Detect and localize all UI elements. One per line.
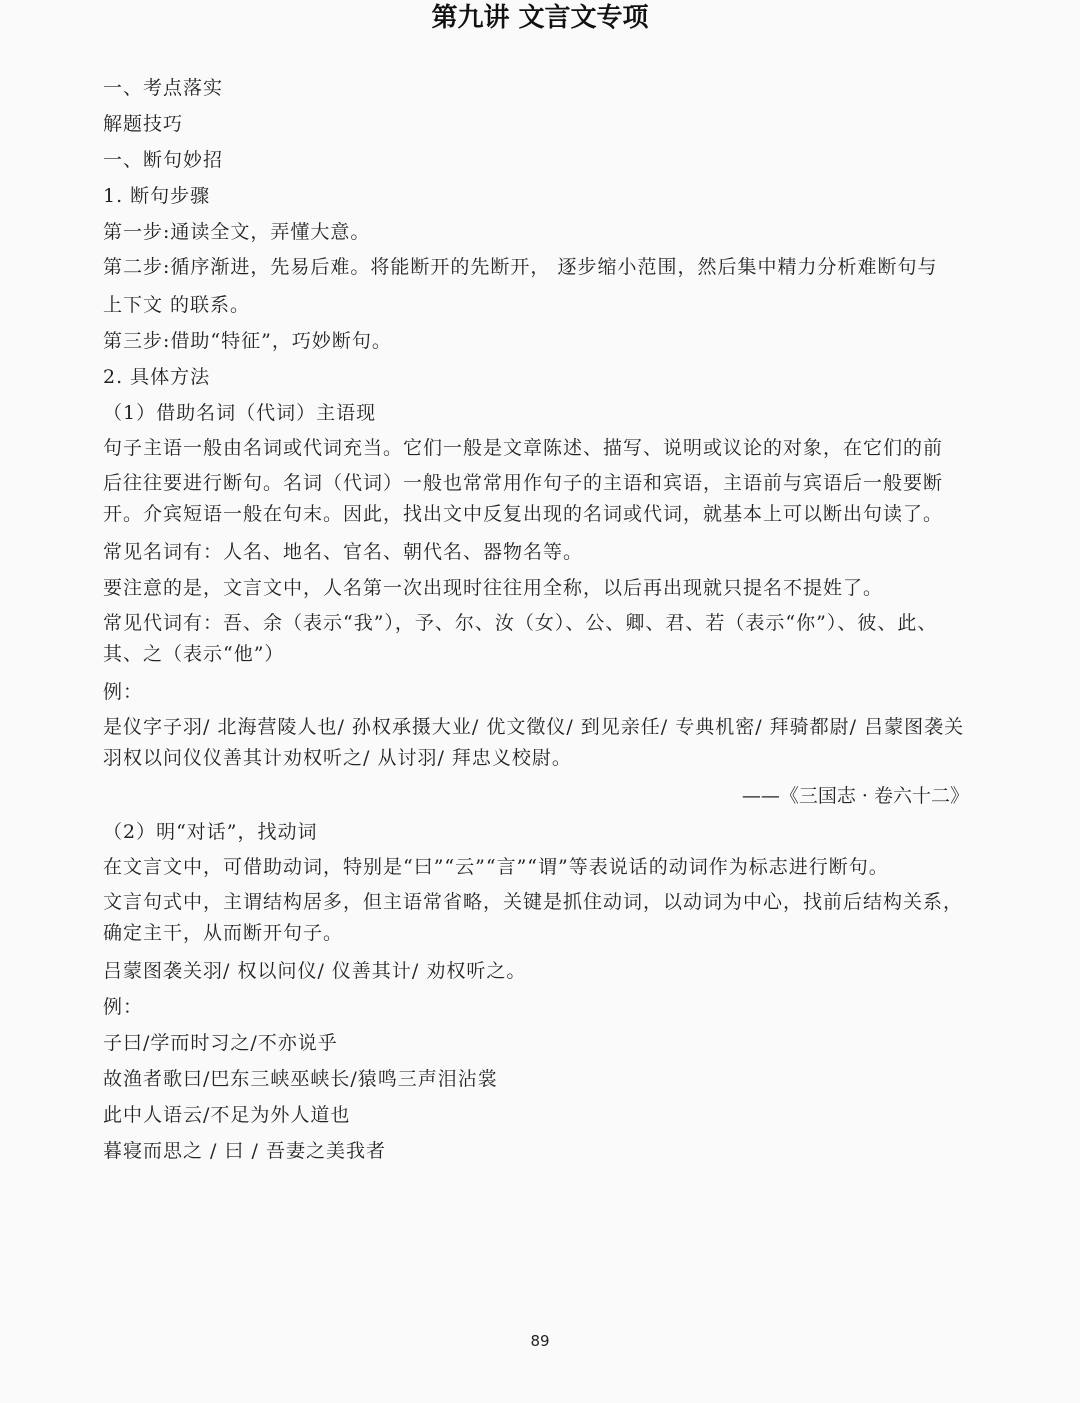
step-2-continued: 上下文 的联系。 — [103, 294, 251, 316]
common-nouns: 常见名词有：人名、地名、官名、朝代名、器物名等。 — [103, 541, 584, 563]
example-label: 例： — [103, 996, 144, 1018]
method-1-paragraph-2: 后往往要进行断句。名词（代词）一般也常常用作句子的主语和宾语，主语前与宾语后一般要断开。介宾短语一般在句末。因此，找出文中反复出现的名词或代词，就基本上可以断出句读了。 — [103, 472, 944, 525]
steps-heading: 1. 断句步骤 — [103, 185, 211, 207]
step-3: 第三步:借助“特征”，巧妙断句。 — [103, 330, 392, 352]
example-label: 例： — [103, 681, 144, 703]
method-2-heading: （2）明“对话”，找动词 — [103, 821, 318, 843]
method-2-paragraph-2: 文言句式中，主谓结构居多，但主语常省略，关键是抓住动词，以动词为中心，找前后结构关系，确定主干，从而断开句子。 — [103, 891, 964, 944]
step-1: 第一步:通读全文，弄懂大意。 — [103, 221, 371, 243]
methods-heading: 2. 具体方法 — [103, 366, 211, 388]
skills-heading: 解题技巧 — [103, 113, 184, 135]
example-line: 故渔者歌曰/巴东三峡巫峡长/猿鸣三声泪沾裳 — [103, 1068, 498, 1090]
method-1-example: 是仪字子羽/ 北海营陵人也/ 孙权承摄大业/ 优文徵仪/ 到见亲任/ 专典机密/ 拜骑都尉/ 吕蒙图袭关羽权以问仪仪善其计劝权听之/ 从讨羽/ 拜忠义校尉。 — [103, 716, 965, 769]
example-line: 暮寝而思之 / 曰 / 吾妻之美我者 — [103, 1140, 386, 1162]
document-body — [103, 70, 973, 1169]
section-heading: 一、考点落实 — [103, 77, 224, 99]
method-1-paragraph-1: 句子主语一般由名词或代词充当。它们一般是文章陈述、描写、说明或议论的对象，在它们的前 — [103, 437, 944, 459]
method-2-paragraph-1: 在文言文中，可借助动词，特别是“曰”“云”“言”“谓”等表说话的动词作为标志进行断句。 — [103, 856, 889, 878]
subsection-heading: 一、断句妙招 — [103, 149, 224, 171]
method-1-heading: （1）借助名词（代词）主语现 — [103, 402, 377, 424]
name-note: 要注意的是，文言文中，人名第一次出现时往往用全称，以后再出现就只提名不提姓了。 — [103, 577, 884, 599]
common-pronouns: 常见代词有：吾、余（表示“我”），予、尔、汝（女）、公、卿、君、若（表示“你”）、彼、此、其、之（表示“他”） — [103, 612, 938, 665]
source-citation: ——《三国志 · 卷六十二》 — [741, 785, 969, 807]
step-2: 第二步:循序渐进，先易后难。将能断开的先断开， 逐步缩小范围，然后集中精力分析难断句与 — [103, 256, 938, 278]
example-line: 此中人语云/不足为外人道也 — [103, 1104, 351, 1126]
page-title: 第九讲 文言文专项 — [431, 3, 649, 33]
example-line: 子曰/学而时习之/不亦说乎 — [103, 1032, 338, 1054]
method-2-paragraph-3: 吕蒙图袭关羽/ 权以问仪/ 仪善其计/ 劝权听之。 — [103, 960, 527, 982]
page-number: 89 — [530, 1332, 550, 1350]
